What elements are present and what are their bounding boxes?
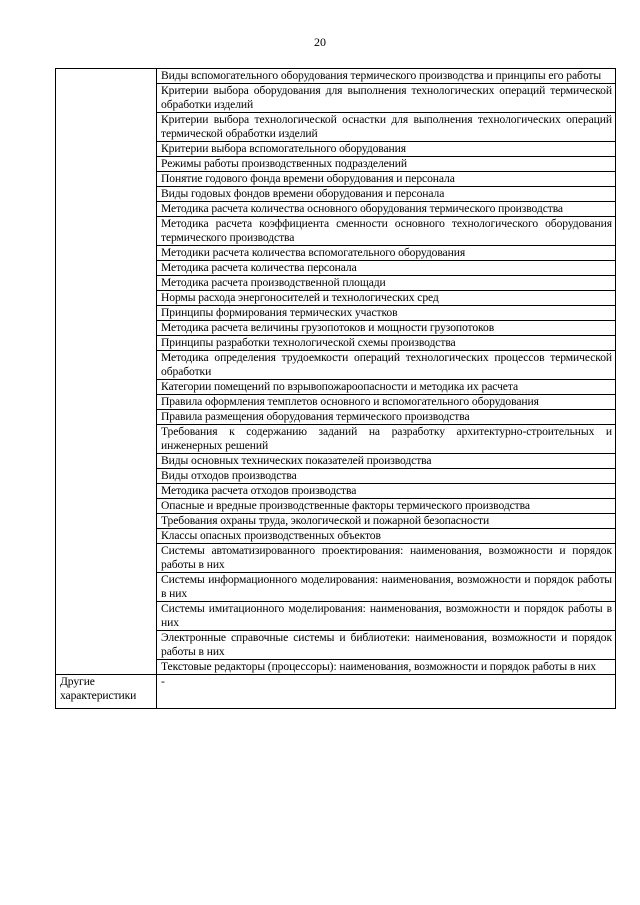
other-characteristics-value: - (157, 675, 616, 709)
other-characteristics-row (56, 675, 616, 709)
requirements-table (55, 68, 616, 709)
knowledge-item-cell: Требования охраны труда, экологической и пожарной безопасности (157, 514, 616, 529)
knowledge-item-cell: Виды основных технических показателей производства (157, 454, 616, 469)
knowledge-item-cell: Методика определения трудоемкости операций технологических процессов термической обработки (157, 351, 616, 380)
knowledge-item-cell: Методика расчета количества персонала (157, 261, 616, 276)
knowledge-item-cell: Текстовые редакторы (процессоры): наименования, возможности и порядок работы в них (157, 660, 616, 675)
knowledge-item-cell: Методика расчета отходов производства (157, 484, 616, 499)
knowledge-item-cell: Правила оформления темплетов основного и вспомогательного оборудования (157, 395, 616, 410)
knowledge-item-cell: Классы опасных производственных объектов (157, 529, 616, 544)
knowledge-item-cell: Критерии выбора оборудования для выполнения технологических операций термической обработки изделий (157, 84, 616, 113)
knowledge-item-cell: Методика расчета производственной площади (157, 276, 616, 291)
knowledge-item-cell: Правила размещения оборудования термического производства (157, 410, 616, 425)
knowledge-item-cell: Виды вспомогательного оборудования термического производства и принципы его работы (157, 69, 616, 84)
knowledge-item-cell: Требования к содержанию заданий на разработку архитектурно-строительных и инженерных решений (157, 425, 616, 454)
knowledge-item-cell: Методика расчета величины грузопотоков и мощности грузопотоков (157, 321, 616, 336)
knowledge-item-cell: Системы имитационного моделирования: наименования, возможности и порядок работы в них (157, 602, 616, 631)
knowledge-item-cell: Методика расчета количества основного оборудования термического производства (157, 202, 616, 217)
table-row (56, 69, 616, 84)
knowledge-item-cell: Критерии выбора технологической оснастки для выполнения технологических операций термической обработки изделий (157, 113, 616, 142)
knowledge-item-cell: Системы автоматизированного проектирования: наименования, возможности и порядок работы в них (157, 544, 616, 573)
knowledge-item-cell: Категории помещений по взрывопожароопасности и методика их расчета (157, 380, 616, 395)
knowledge-label-cell (56, 69, 157, 675)
knowledge-item-cell: Электронные справочные системы и библиотеки: наименования, возможности и порядок работы в них (157, 631, 616, 660)
other-characteristics-label: Другие характеристики (56, 675, 157, 709)
knowledge-item-cell: Режимы работы производственных подразделений (157, 157, 616, 172)
table-body (56, 69, 616, 709)
knowledge-item-cell: Принципы формирования термических участков (157, 306, 616, 321)
knowledge-item-cell: Критерии выбора вспомогательного оборудования (157, 142, 616, 157)
knowledge-item-cell: Системы информационного моделирования: наименования, возможности и порядок работы в них (157, 573, 616, 602)
knowledge-item-cell: Методики расчета количества вспомогательного оборудования (157, 246, 616, 261)
knowledge-item-cell: Методика расчета коэффициента сменности основного технологического оборудования термического производства (157, 217, 616, 246)
knowledge-item-cell: Виды годовых фондов времени оборудования и персонала (157, 187, 616, 202)
knowledge-item-cell: Нормы расхода энергоносителей и технологических сред (157, 291, 616, 306)
knowledge-item-cell: Виды отходов производства (157, 469, 616, 484)
knowledge-item-cell: Опасные и вредные производственные факторы термического производства (157, 499, 616, 514)
knowledge-item-cell: Принципы разработки технологической схемы производства (157, 336, 616, 351)
page-number: 20 (314, 35, 326, 49)
knowledge-item-cell: Понятие годового фонда времени оборудования и персонала (157, 172, 616, 187)
